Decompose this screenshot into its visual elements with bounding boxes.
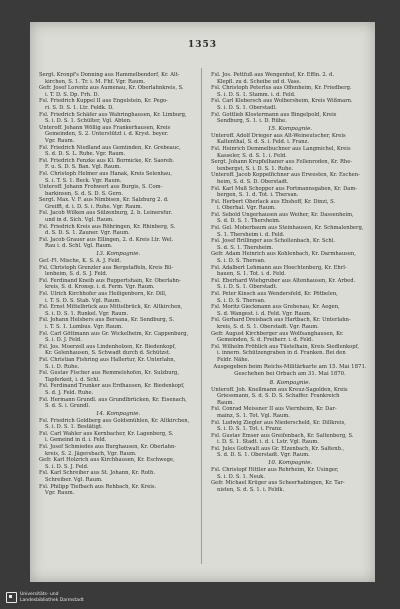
entry-line: Kasseler, S. d. S. 1. i. Feld. — [217, 152, 287, 159]
entry-line: S. i. D. S. 1. Bestätigt. — [45, 424, 103, 431]
entry-line: Sergt. Johann Krupfelhaner aus Fellenroden, Kr. Rhe- — [211, 159, 353, 166]
entry-line: Fsl. Peter Kinsch aus Wendersfeld, Kr. Pötbelen, — [211, 291, 338, 297]
entry-line: Fsl. Christian Fishring aus Hallertur, Kr. Unterlahn, — [39, 356, 176, 363]
entry-line: nisten, S. d. S. 1. i. Feldk. — [217, 486, 285, 493]
entry-line: Fsl. Friedrich Schäfer aus Wahringhausen, Kr. Limburg, — [39, 111, 187, 118]
entry-line: Fsl. Karl Schreiber aus St. Johann, Kr. Roth. — [39, 470, 155, 477]
entry-line: S. d. Wangest. i. d. Feld. Vgr. Raum. — [217, 310, 312, 317]
entry-line: Fsl. Carl Klebersch aus Wolbersheim, Kreis Wißmarn. — [211, 98, 353, 105]
entry-line: Fsl. Carl Wahler aus Kernbacher, Kr. Lagenberg, S. — [39, 430, 174, 437]
entry-line: Schreiber. Vgl. Raum. — [45, 477, 103, 484]
entry-line: S. i. D. S. 1. Oberstadl. — [217, 104, 277, 111]
entry-line: Fsl. Ferdinand Trunker aus Erdhausen, Kr. Biedenkopf, — [39, 383, 185, 390]
entry-line: Gefr. Michael Krüger aus Scheerhabingen, Kr. Tar- — [211, 480, 345, 487]
entry-line: Gemeinden, S. 2. Unterstützt i. d. Kryst. beyer. — [45, 131, 169, 138]
entry-line: barkinsen, S. d. S. D. S. Gern. — [45, 190, 123, 197]
entry-line: Gef.-Fl. Mische, K. S. A. J. Feld. — [39, 258, 122, 265]
entry-line: kreis, S. d. S. 1. Oberstadt. Vgr. Raum. — [217, 323, 319, 330]
entry-line: tenbergst, S. i. D. S. 1. Ruhe. — [217, 165, 294, 172]
entry-line: Fsl. Jos. Moerzell aus Lindenholzen, Kr. Biedenkopf, — [39, 343, 176, 350]
entry-line: Unteroff. Adolf Drieger aus Alt-Weineutscher, Kreis — [211, 132, 346, 139]
entry-line: lenheim, S. d. S. J. Feld. — [45, 271, 108, 278]
entry-line: Fsl. Gustav Emser aus Greifenbach, Kr. Saltenberg, S. — [211, 432, 354, 439]
entry-line: S. i. D. J. Feld. — [45, 337, 82, 344]
section-heading: 14. Kompagnie. — [95, 410, 141, 417]
entry-line: Fsl. Gel. Moherbaum aus Steinhausen, Kr. Schmalenberg, — [211, 225, 364, 232]
entry-line: Fsl. Sebold Ungerhausen aus Weiher, Kr. Dassenheim, — [211, 211, 354, 218]
section-heading: 13. Kompagnie. — [95, 251, 141, 258]
section-note: Geschehen bei Orbach am 31. Mai 1870. — [234, 371, 346, 378]
entry-line: i. Oberhal. Vgr. Raum. — [217, 205, 276, 212]
entry-line: Kaltenthal, S. d. S. i. Feld. i. Franz. — [217, 139, 310, 146]
entry-line: S. i. T. S. 1. Beck. Vgr. Raum. — [45, 177, 122, 184]
entry-line: Rau i. d. Schl. Vgl. Raum. — [45, 243, 113, 250]
entry-line: Fsl. Christoph Peterlus aus Offenheim, Kr. Friedberg. — [211, 85, 352, 92]
entry-line: Fsl. Adalbert Lehmann aus Hoechtenberg, Kr. Ehrl- — [211, 264, 347, 271]
entry-line: Greifft, d. i. D. S. i. Ruhe. Vgr. Raum. — [45, 203, 143, 210]
entry-line: Fsl. Moritz Gieckmann aus Grebenau, Kr. Aegen, — [211, 304, 340, 311]
entry-line: S. d. J. Feld. Ruhe. — [45, 389, 94, 396]
entry-line: Fsl. Herbert Oberlack aus Ebshoff, Kr. Dinzi, S. — [211, 198, 336, 205]
entry-line: F. u. S. D. S. Ban. Vgl. Raum. — [45, 164, 121, 171]
entry-line: Fsl. Karl Muß Schopper aus Fortmannsgaben, Kr. Dam- — [211, 185, 358, 192]
entry-line: kirchen, S. 1. Tr. i. M. Fhf. Vgr. Raum. — [45, 78, 146, 85]
entry-line: Fsl. Wilhelm Fröhlich aus Tüstelhain, Kreis Siedlenkopf, — [211, 343, 359, 350]
entry-line: heim, S. d. S. D. Oberstadt. — [217, 178, 289, 185]
entry-line: Fsl. Jacob Grauer aus Ellingen, 2. d. Kreis Ltr. Wel. — [39, 236, 174, 243]
entry-line: i. innern. Schützengraben in d. Franken. Bei den — [217, 350, 346, 357]
library-logo-icon — [6, 592, 17, 603]
entry-line: Sergt. Max. V. F. aus Nimbisen, Kr. Salzburg 2. d. — [39, 197, 169, 204]
library-logo-line-2: Landesbibliothek Darmstadt — [20, 597, 84, 603]
section-heading: 15. Kompagnie. — [267, 125, 313, 132]
entry-line: S. i. D. S. 1. Runkel. Vgr. Raum. — [45, 310, 129, 317]
entry-line: Fsl. Gerhard Dreisbach aus Hartbach, Kr. Unterlahn- — [211, 317, 351, 324]
library-logo-text — [20, 592, 84, 603]
entry-line: Klepfl. zu d. Scheibe ud d. Vass. — [217, 78, 301, 85]
entry-line: kreis, S. 2. Jägersbach, Vgr. Raum. — [45, 450, 137, 457]
document-page — [30, 22, 375, 582]
entry-line: Unteroff. Joh. Knellmann aus Kreuz-Sagolden, Kreis — [211, 386, 348, 393]
entry-line: S. d. S. 1. Thersheim. — [217, 244, 274, 251]
entry-line: Fsl. Ernst Mittelbrück aus Mittelbrück, Kr. Altkirchen, — [39, 304, 183, 311]
entry-line: Fsl. Christoph Helmer aus Hanak, Kreis Selenhau, — [39, 170, 172, 177]
entry-line: Gefr. Adam Heinrich aus Kohlenbach, Kr. Darmhausen, — [211, 251, 356, 258]
entry-line: Fsl. Ludwig Ziegler aus Niederscheld, Kr. Dillkreis, — [211, 419, 346, 426]
entry-line: Vgr. Raum. — [45, 137, 75, 144]
entry-line: i. T. D. S. Dp. Frh. D. — [45, 91, 100, 98]
entry-line: Sergt. Kronpf's Donning aus Hammelbendorf, Kr. Alt- — [39, 72, 180, 78]
entry-line: S. i. D. Ruhe. — [45, 363, 80, 370]
page-number: 1353 — [187, 40, 218, 50]
entry-line: Kr. Gelenhausen, S. Schwadt durch d. Schützst. — [45, 350, 171, 357]
entry-line: Gemeinden, S. d. Freiherr. i. d. Feld. — [217, 337, 314, 344]
entry-line: d. S. D. S. 1. Zauner. Vgr. Raum. — [45, 230, 130, 237]
entry-line: i. D. S. 1. Stadt. i. d. i. Lstr. Vgl. Raum. — [217, 439, 319, 446]
right-column — [211, 72, 369, 493]
entry-line: Fsl. Ferdinand Kneib aus Ruppertshain, Kr. Oberlahn- — [39, 277, 181, 284]
entry-line: Fsl. Jacob Wilken aus Sülzenburg, 2. b. Leinersfur. — [39, 210, 173, 217]
library-logo — [6, 592, 84, 603]
entry-line: Fsl. Friedrich Niedland aus Gemünden, Kr. Grebeauc, — [39, 144, 181, 151]
entry-line: Gefr. August Kirchberger aus Wolfsanghausen, Kr. — [211, 330, 344, 337]
section-heading: 10. Kompagnie. — [267, 460, 313, 467]
entry-line: Feldr. Nähe. — [217, 356, 250, 363]
entry-line: bauen, S. 1. Tot. i. d. Feld. — [217, 271, 286, 278]
entry-line: und in d. Sich. Vgl. Raum. — [45, 217, 114, 224]
left-column — [39, 72, 197, 497]
entry-line: S. i. D. S. Thersan. — [217, 297, 266, 304]
entry-line: Unteroff. Johann Wöllig aus Frankerhausen, Kreis — [39, 124, 171, 131]
entry-line: S. d. D. S. 1. Oberstadt. Vgr. Raum. — [217, 452, 310, 459]
entry-line: Tapferkeit, i. d. Schl. — [45, 376, 100, 383]
entry-line: Fsl. Conrad Meissner II aus Viernheim, Kr. Dar- — [211, 406, 337, 413]
library-logo-line-1: Universitäts- und — [20, 592, 59, 597]
entry-line: Fsl. Johann Helsbers aus Bersana, Kr. Sendburg, S. — [39, 317, 175, 324]
entry-line: Gefr. Karl Holzrich aus Kirchhausen, Kr. Eschwege, — [39, 457, 175, 464]
entry-line: S. i. D. S. 1. Stamm. i. d. Feld. — [217, 91, 296, 98]
entry-line: Fsl. Gustav Fischer aus Remmelshofen, Kr. Sulzburg, — [39, 370, 180, 377]
entry-line: Griessmann, S. d. S. D. S. Schaffer. Frankreich — [217, 393, 340, 400]
entry-line: Fsl. Friedrich Fenzke aus Kl. Bormicke, Kr. Saoreb. — [39, 157, 175, 164]
entry-line: Fsl. Josef Brillinger aus Schollenbach, Kr. Schl. — [211, 238, 336, 245]
entry-line: S. i. D. S. 1. Schülter, Vgl. Abten. — [45, 118, 132, 125]
entry-line: Gefr. Josef Lorentz aus Aumenau, Kr. Oberlahnkreis, S. — [39, 85, 184, 92]
entry-line: Fsl. Hermann Grundl. aus Grundlbrücken, Kr. Eisenach, — [39, 396, 187, 403]
entry-line: S. d. D. S. 1. Thersheim. — [217, 218, 281, 225]
entry-line: Fsl. Friedrich Kuppel II aus Engelstein, Kr. Pego- — [39, 98, 168, 105]
entry-line: mainz, S. 1. Tot. Vgl. Raum. — [217, 412, 290, 419]
entry-line: Vgr. Raum. — [45, 490, 75, 497]
section-note: Ausgegeben beim Reichs-Militärkarte am 15. Mai 1871. — [213, 363, 367, 370]
entry-line: S. i. D. S. 1. Oberstadt. — [217, 284, 278, 291]
entry-line: S. d. S. i. Grundl. — [45, 403, 90, 410]
entry-line: Sendburg, S. 1. i. D. Rühe. — [217, 118, 287, 125]
entry-line: Fsl. Gottlieb Klostermann aus Bingelpold, Kreis — [211, 111, 337, 118]
entry-line: Fsl. Carl Göttmann aus Gr. Wickelheim, Kr. Cappenburg, — [39, 330, 189, 337]
entry-line: Fsl. Heinrich Demmelbuchner aus Langmichel, Kreis — [211, 145, 351, 152]
column-divider — [201, 68, 202, 564]
entry-line: bergen, S. 1. d. Tot. i. Thersan. — [217, 192, 299, 199]
entry-line: S. d. D. S. L. Ruhe. Vgr. Raum. — [45, 151, 126, 158]
entry-line: Fsl. Jos. Pettfuß aus Wengenhof, Kr. Effin. 2. d. — [211, 72, 334, 78]
entry-line: S. i. D. S. 1. Tot. i. Franz. — [217, 426, 283, 433]
entry-line: Raum. — [217, 399, 235, 406]
entry-line: Unteroff. Jacob Koppelfichner aus Erwesten, Kr. Eschen- — [211, 172, 360, 179]
entry-line: Fsl. Christopf Hittler aus Rehrheim, Kr. Usinger, — [211, 467, 339, 474]
entry-line: S. i. D. S. 1. Neuk. — [217, 473, 265, 480]
entry-line: Fsl. Christoph Grenzler aus Bergstaffeln, Kreis Bil- — [39, 264, 174, 271]
entry-line: Fsl. Philipp Tiefbach aus Rehbach, Kr. Kreis. — [39, 483, 157, 490]
entry-line: kreis, S. d. Kronsp. i. d. Ferm. Vgr. Raum. — [45, 284, 155, 291]
entry-line: i. T. S. 1. Lumbus. Vgr. Raum. — [45, 323, 123, 330]
entry-line: Fsl. Friedrich Goldberg aus Goldsmühlen, Kr. Altkirchen, — [39, 417, 190, 424]
entry-line: Fsl. Friedrich Kreis aus Röhringen, Kr. Rhinberg, S. — [39, 223, 176, 230]
entry-line: Fsl. Jules Gottwalt aus Gr. Elzenbach, Kr. Saltenb., — [211, 445, 345, 452]
entry-line: S. i. D. S. J. Feld. — [45, 463, 89, 470]
entry-line: Fsl. Ulrich Kirchhofer aus Heiligenborn, Kr. Dill, — [39, 291, 167, 297]
entry-line: Fsl. Eberhard Wiehgruber aus Altenhausen, Kr. Arbed. — [211, 277, 356, 284]
entry-line: i. Gemeind in d. i. Feld. — [45, 437, 107, 444]
entry-line: ri. S. D. S. 1. Ltr. Feldk. D. — [45, 104, 114, 111]
entry-line: S. i. D. S. Thersan. — [217, 258, 266, 265]
entry-line: i. T. S. D. S. Stab. Vgl. Raum. — [45, 297, 121, 304]
section-heading: 8. Kompagnie. — [269, 379, 311, 386]
entry-line: S. 1. Thersheim i. d. Feld. — [217, 231, 285, 238]
entry-line: Fsl. Josef Schmiedes aus Burghausen, Kr. Oberlahn- — [39, 444, 177, 451]
entry-line: Unteroff. Johann Frohwert aus Burgis, S. Com- — [39, 184, 163, 191]
